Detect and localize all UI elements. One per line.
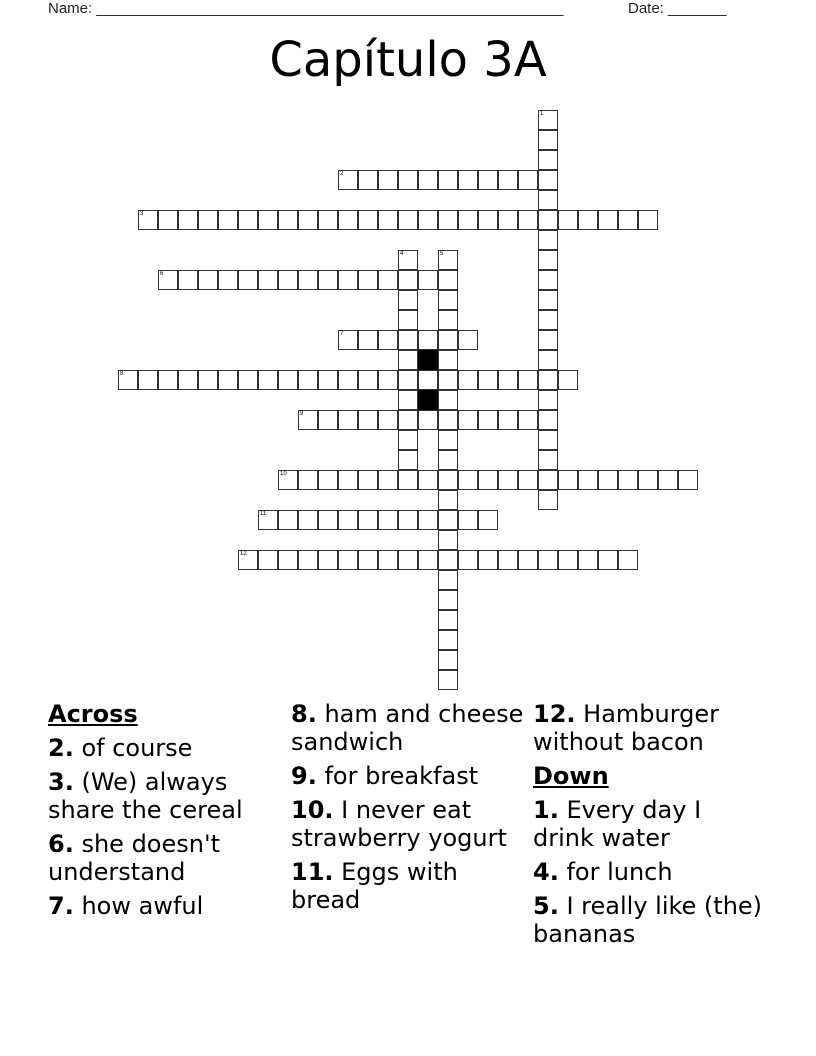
- clue-number-label: 3: [140, 211, 144, 217]
- grid-cell[interactable]: [378, 330, 398, 350]
- grid-cell[interactable]: [438, 490, 458, 510]
- grid-cell[interactable]: [478, 170, 498, 190]
- grid-cell[interactable]: [598, 210, 618, 230]
- clue-number: 10.: [291, 796, 334, 824]
- grid-cell[interactable]: [338, 510, 358, 530]
- grid-cell[interactable]: [158, 270, 178, 290]
- grid-cell[interactable]: [278, 550, 298, 570]
- grid-cell[interactable]: [438, 250, 458, 270]
- grid-cell[interactable]: [378, 270, 398, 290]
- grid-cell[interactable]: [458, 330, 478, 350]
- clue-across-10: [291, 796, 527, 852]
- grid-cell[interactable]: [238, 370, 258, 390]
- clue-text: I never eat strawberry yogurt: [291, 796, 507, 852]
- grid-cell[interactable]: [398, 430, 418, 450]
- grid-cell[interactable]: [338, 370, 358, 390]
- clue-number: 9.: [291, 762, 317, 790]
- grid-cell[interactable]: [438, 470, 458, 490]
- clue-text: how awful: [73, 892, 204, 920]
- grid-cell[interactable]: [438, 410, 458, 430]
- clue-number: 3.: [48, 768, 74, 796]
- grid-cell[interactable]: [438, 650, 458, 670]
- clue-number-label: 10: [280, 471, 287, 477]
- grid-cell[interactable]: [318, 550, 338, 570]
- grid-cell[interactable]: [358, 270, 378, 290]
- grid-cell[interactable]: [378, 470, 398, 490]
- grid-cell[interactable]: [358, 330, 378, 350]
- grid-cell[interactable]: [438, 310, 458, 330]
- grid-cell[interactable]: [458, 210, 478, 230]
- grid-cell[interactable]: [258, 550, 278, 570]
- grid-cell[interactable]: [238, 210, 258, 230]
- clue-number-label: 5: [440, 251, 444, 257]
- clue-number: 2.: [48, 734, 74, 762]
- grid-cell[interactable]: [658, 470, 678, 490]
- clue-number-label: 8: [120, 371, 124, 377]
- grid-cell[interactable]: [398, 210, 418, 230]
- clue-across-9: [291, 762, 527, 790]
- grid-cell[interactable]: [278, 210, 298, 230]
- grid-cell[interactable]: [358, 550, 378, 570]
- grid-cell[interactable]: [318, 270, 338, 290]
- grid-cell[interactable]: [438, 350, 458, 370]
- grid-cell[interactable]: [318, 470, 338, 490]
- grid-cell[interactable]: [438, 570, 458, 590]
- grid-cell[interactable]: [538, 210, 558, 230]
- grid-cell[interactable]: [398, 550, 418, 570]
- grid-cell[interactable]: [298, 470, 318, 490]
- clue-down-5: [533, 892, 769, 948]
- grid-cell[interactable]: [378, 170, 398, 190]
- grid-cell[interactable]: [538, 250, 558, 270]
- grid-cell[interactable]: [418, 410, 438, 430]
- grid-cell[interactable]: [538, 110, 558, 130]
- grid-cell[interactable]: [538, 290, 558, 310]
- grid-cell[interactable]: [358, 210, 378, 230]
- grid-cell[interactable]: [518, 210, 538, 230]
- grid-cell[interactable]: [458, 550, 478, 570]
- grid-cell[interactable]: [298, 370, 318, 390]
- black-cell: [418, 350, 438, 370]
- grid-cell[interactable]: [238, 270, 258, 290]
- grid-cell[interactable]: [358, 170, 378, 190]
- grid-cell[interactable]: [418, 270, 438, 290]
- grid-cell[interactable]: [298, 410, 318, 430]
- grid-cell[interactable]: [278, 370, 298, 390]
- grid-cell[interactable]: [478, 510, 498, 530]
- grid-cell[interactable]: [258, 210, 278, 230]
- grid-cell[interactable]: [438, 630, 458, 650]
- grid-cell[interactable]: [398, 450, 418, 470]
- grid-cell[interactable]: [558, 550, 578, 570]
- grid-cell[interactable]: [358, 410, 378, 430]
- grid-cell[interactable]: [678, 470, 698, 490]
- grid-cell[interactable]: [198, 370, 218, 390]
- clue-across-8: [291, 700, 527, 756]
- grid-cell[interactable]: [398, 330, 418, 350]
- grid-cell[interactable]: [398, 350, 418, 370]
- clue-number: 12.: [533, 700, 576, 728]
- grid-cell[interactable]: [538, 150, 558, 170]
- clue-number: 1.: [533, 796, 559, 824]
- grid-cell[interactable]: [518, 410, 538, 430]
- grid-cell[interactable]: [578, 550, 598, 570]
- grid-cell[interactable]: [338, 330, 358, 350]
- grid-cell[interactable]: [218, 210, 238, 230]
- grid-cell[interactable]: [478, 410, 498, 430]
- grid-cell[interactable]: [418, 330, 438, 350]
- clue-text: for lunch: [558, 858, 673, 886]
- grid-cell[interactable]: [198, 210, 218, 230]
- grid-cell[interactable]: [438, 670, 458, 690]
- grid-cell[interactable]: [398, 390, 418, 410]
- grid-cell[interactable]: [158, 210, 178, 230]
- grid-cell[interactable]: [438, 330, 458, 350]
- grid-cell[interactable]: [238, 550, 258, 570]
- grid-cell[interactable]: [538, 410, 558, 430]
- grid-cell[interactable]: [278, 510, 298, 530]
- grid-cell[interactable]: [618, 210, 638, 230]
- clue-across-7: [48, 892, 284, 920]
- grid-cell[interactable]: [378, 210, 398, 230]
- grid-cell[interactable]: [478, 370, 498, 390]
- grid-cell[interactable]: [258, 510, 278, 530]
- clue-text: Every day I drink water: [533, 796, 702, 852]
- clue-number: 11.: [291, 858, 334, 886]
- grid-cell[interactable]: [298, 510, 318, 530]
- grid-cell[interactable]: [338, 550, 358, 570]
- clue-number: 6.: [48, 830, 74, 858]
- clue-number-label: 1: [540, 111, 544, 117]
- grid-cell[interactable]: [518, 370, 538, 390]
- grid-cell[interactable]: [578, 210, 598, 230]
- clue-text: Eggs with bread: [291, 858, 458, 914]
- grid-cell[interactable]: [378, 550, 398, 570]
- grid-cell[interactable]: [298, 550, 318, 570]
- grid-cell[interactable]: [438, 610, 458, 630]
- grid-cell[interactable]: [458, 470, 478, 490]
- grid-cell[interactable]: [558, 470, 578, 490]
- grid-cell[interactable]: [338, 270, 358, 290]
- grid-cell[interactable]: [478, 470, 498, 490]
- grid-cell[interactable]: [418, 370, 438, 390]
- grid-cell[interactable]: [438, 430, 458, 450]
- grid-cell[interactable]: [478, 550, 498, 570]
- clue-column-3: [533, 700, 769, 954]
- grid-cell[interactable]: [538, 350, 558, 370]
- grid-cell[interactable]: [338, 210, 358, 230]
- grid-cell[interactable]: [478, 210, 498, 230]
- grid-cell[interactable]: [538, 450, 558, 470]
- grid-cell[interactable]: [278, 470, 298, 490]
- grid-cell[interactable]: [358, 370, 378, 390]
- clue-number-label: 6: [160, 271, 164, 277]
- clue-number-label: 2: [340, 171, 344, 177]
- grid-cell[interactable]: [558, 370, 578, 390]
- grid-cell[interactable]: [438, 450, 458, 470]
- clue-number-label: 9: [300, 411, 304, 417]
- clue-text: Hamburger without bacon: [533, 700, 720, 756]
- grid-cell[interactable]: [138, 370, 158, 390]
- grid-cell[interactable]: [538, 270, 558, 290]
- clue-across-11: [291, 858, 527, 914]
- clue-text: I really like (the) bananas: [533, 892, 763, 948]
- clue-across-2: [48, 734, 284, 762]
- grid-cell[interactable]: [538, 130, 558, 150]
- grid-cell[interactable]: [258, 370, 278, 390]
- grid-cell[interactable]: [178, 370, 198, 390]
- grid-cell[interactable]: [398, 470, 418, 490]
- clue-across-6: [48, 830, 284, 886]
- grid-cell[interactable]: [438, 510, 458, 530]
- grid-cell[interactable]: [338, 470, 358, 490]
- grid-cell[interactable]: [438, 590, 458, 610]
- grid-cell[interactable]: [218, 270, 238, 290]
- grid-cell[interactable]: [538, 230, 558, 250]
- grid-cell[interactable]: [498, 550, 518, 570]
- grid-cell[interactable]: [398, 410, 418, 430]
- grid-cell[interactable]: [378, 510, 398, 530]
- grid-cell[interactable]: [338, 410, 358, 430]
- grid-cell[interactable]: [398, 250, 418, 270]
- grid-cell[interactable]: [558, 210, 578, 230]
- grid-cell[interactable]: [498, 410, 518, 430]
- clue-column-1: [48, 700, 284, 926]
- clue-down-1: [533, 796, 769, 852]
- grid-cell[interactable]: [338, 170, 358, 190]
- clue-text: of course: [73, 734, 193, 762]
- grid-cell[interactable]: [538, 490, 558, 510]
- grid-cell[interactable]: [218, 370, 238, 390]
- grid-cell[interactable]: [618, 550, 638, 570]
- clue-number: 4.: [533, 858, 559, 886]
- down-heading: Down: [533, 762, 609, 790]
- grid-cell[interactable]: [318, 370, 338, 390]
- grid-cell[interactable]: [198, 270, 218, 290]
- clue-number-label: 11: [260, 511, 267, 517]
- grid-cell[interactable]: [438, 170, 458, 190]
- grid-cell[interactable]: [418, 510, 438, 530]
- grid-cell[interactable]: [258, 270, 278, 290]
- grid-cell[interactable]: [518, 470, 538, 490]
- grid-cell[interactable]: [158, 370, 178, 390]
- grid-cell[interactable]: [418, 170, 438, 190]
- grid-cell[interactable]: [458, 370, 478, 390]
- grid-cell[interactable]: [518, 170, 538, 190]
- grid-cell[interactable]: [358, 510, 378, 530]
- grid-cell[interactable]: [398, 310, 418, 330]
- grid-cell[interactable]: [458, 170, 478, 190]
- date-label: Date: _______: [628, 0, 727, 17]
- clue-number: 5.: [533, 892, 559, 920]
- name-label: Name: ________________________________________________________: [48, 0, 564, 17]
- page-title: Capítulo 3A: [269, 32, 547, 88]
- clue-down-4: [533, 858, 769, 886]
- grid-cell[interactable]: [318, 210, 338, 230]
- grid-cell[interactable]: [418, 550, 438, 570]
- grid-cell[interactable]: [138, 210, 158, 230]
- clue-column-2: [291, 700, 527, 920]
- clue-text: (We) always share the cereal: [48, 768, 243, 824]
- grid-cell[interactable]: [378, 410, 398, 430]
- grid-cell[interactable]: [438, 210, 458, 230]
- grid-cell[interactable]: [598, 550, 618, 570]
- grid-cell[interactable]: [638, 470, 658, 490]
- grid-cell[interactable]: [418, 210, 438, 230]
- grid-cell[interactable]: [458, 410, 478, 430]
- grid-cell[interactable]: [438, 550, 458, 570]
- clue-number-label: 12: [240, 551, 247, 557]
- clue-number: 8.: [291, 700, 317, 728]
- grid-cell[interactable]: [538, 170, 558, 190]
- grid-cell[interactable]: [358, 470, 378, 490]
- grid-cell[interactable]: [498, 210, 518, 230]
- grid-cell[interactable]: [538, 390, 558, 410]
- grid-cell[interactable]: [398, 370, 418, 390]
- grid-cell[interactable]: [398, 170, 418, 190]
- grid-cell[interactable]: [538, 310, 558, 330]
- grid-cell[interactable]: [398, 270, 418, 290]
- clue-number-label: 7: [340, 331, 344, 337]
- grid-cell[interactable]: [398, 290, 418, 310]
- grid-cell[interactable]: [178, 210, 198, 230]
- grid-cell[interactable]: [118, 370, 138, 390]
- grid-cell[interactable]: [298, 270, 318, 290]
- grid-cell[interactable]: [618, 470, 638, 490]
- grid-cell[interactable]: [578, 470, 598, 490]
- grid-cell[interactable]: [318, 410, 338, 430]
- grid-cell[interactable]: [638, 210, 658, 230]
- grid-cell[interactable]: [538, 330, 558, 350]
- grid-cell[interactable]: [318, 510, 338, 530]
- grid-cell[interactable]: [538, 370, 558, 390]
- grid-cell[interactable]: [538, 470, 558, 490]
- grid-cell[interactable]: [418, 470, 438, 490]
- grid-cell[interactable]: [278, 270, 298, 290]
- clue-number: 7.: [48, 892, 74, 920]
- grid-cell[interactable]: [438, 290, 458, 310]
- grid-cell[interactable]: [518, 550, 538, 570]
- grid-cell[interactable]: [598, 470, 618, 490]
- clue-text: for breakfast: [316, 762, 479, 790]
- grid-cell[interactable]: [538, 190, 558, 210]
- grid-cell[interactable]: [298, 210, 318, 230]
- grid-cell[interactable]: [178, 270, 198, 290]
- clue-across-3: [48, 768, 284, 824]
- clue-across-12: [533, 700, 769, 756]
- clue-number-label: 4: [400, 251, 404, 257]
- clue-text: ham and cheese sandwich: [291, 700, 524, 756]
- grid-cell[interactable]: [438, 270, 458, 290]
- grid-cell[interactable]: [438, 530, 458, 550]
- black-cell: [418, 390, 438, 410]
- across-heading: Across: [48, 700, 138, 728]
- grid-cell[interactable]: [538, 550, 558, 570]
- grid-cell[interactable]: [498, 470, 518, 490]
- grid-cell[interactable]: [378, 370, 398, 390]
- grid-cell[interactable]: [398, 510, 418, 530]
- grid-cell[interactable]: [498, 170, 518, 190]
- grid-cell[interactable]: [438, 390, 458, 410]
- grid-cell[interactable]: [498, 370, 518, 390]
- grid-cell[interactable]: [438, 370, 458, 390]
- clue-text: she doesn't understand: [48, 830, 220, 886]
- grid-cell[interactable]: [458, 510, 478, 530]
- grid-cell[interactable]: [538, 430, 558, 450]
